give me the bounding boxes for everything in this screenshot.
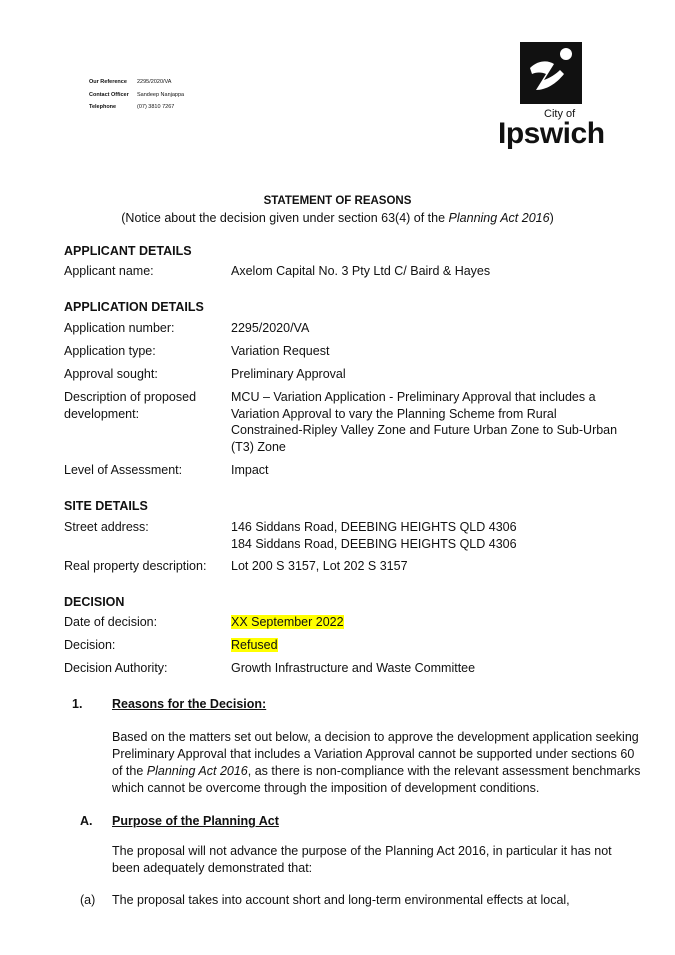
- subtitle-text: (Notice about the decision given under section 63(4) of the: [121, 211, 449, 225]
- reasons-act: Planning Act 2016: [146, 764, 248, 778]
- applicant-name-label: Applicant name:: [64, 264, 154, 278]
- level-of-assessment-label: Level of Assessment:: [64, 463, 183, 477]
- decision-heading: DECISION: [64, 595, 125, 609]
- site-heading: SITE DETAILS: [64, 499, 148, 513]
- logo-ipswich: Ipswich: [498, 117, 605, 150]
- decision-authority-label: Decision Authority:: [64, 661, 168, 675]
- contact-officer-label: Contact Officer: [89, 91, 129, 98]
- decision-authority-value: Growth Infrastructure and Waste Committee: [231, 661, 476, 675]
- property-value: Lot 200 S 3157, Lot 202 S 3157: [231, 559, 408, 573]
- application-type-label: Application type:: [64, 344, 156, 358]
- list-item-text: The proposal takes into account short and long-term environmental effects at local,: [112, 893, 570, 907]
- application-number-value: 2295/2020/VA: [231, 321, 310, 335]
- decision-date-row: [64, 614, 624, 631]
- street-address-label: Street address:: [64, 520, 149, 534]
- subtitle-close: ): [549, 211, 554, 225]
- decision-authority-row: [64, 660, 624, 677]
- purpose-letter: A.: [80, 814, 93, 828]
- street-address-row: [64, 519, 624, 552]
- contact-officer-row: [89, 89, 184, 102]
- document-subtitle: [0, 211, 675, 225]
- reasons-number: 1.: [72, 697, 83, 711]
- logo-city-of: City of: [544, 108, 576, 120]
- decision-date-value: XX September 2022: [231, 615, 344, 629]
- description-row: [64, 389, 624, 455]
- purpose-heading: [80, 814, 279, 828]
- list-item: [80, 893, 640, 907]
- application-number-label: Application number:: [64, 321, 175, 335]
- decision-label: Decision:: [64, 638, 116, 652]
- description-label: Description of proposed development:: [64, 390, 197, 421]
- logo-mark-icon: [520, 42, 582, 104]
- application-type-value: Variation Request: [231, 344, 330, 358]
- reasons-text: Based on the matters set out below, a decision to approve the development application seeking Preliminary Approval that includes a Variation Approval cannot be supported under sections 60 of the: [112, 730, 639, 778]
- applicant-name-row: [64, 263, 624, 280]
- description-value: MCU – Variation Application - Preliminary Approval that includes a Variation Approval to vary the Planning Scheme from Rural Constrained-Ripley Valley Zone and Future Urban Zone to Sub-Urban (T3) Zone: [231, 390, 618, 454]
- telephone-row: [89, 101, 184, 114]
- application-type-row: [64, 343, 624, 360]
- document-title: STATEMENT OF REASONS: [263, 195, 412, 207]
- applicant-heading: APPLICANT DETAILS: [64, 244, 192, 258]
- telephone-value: (07) 3810 7267: [137, 104, 175, 110]
- reference-label: Our Reference: [89, 79, 127, 85]
- reasons-paragraph: [112, 729, 642, 797]
- purpose-paragraph: The proposal will not advance the purpose of the Planning Act 2016, in particular it has not been adequately demonstrated that:: [112, 844, 612, 875]
- approval-sought-value: Preliminary Approval: [231, 367, 346, 381]
- reasons-title: Reasons for the Decision:: [112, 697, 267, 711]
- application-number-row: [64, 320, 624, 337]
- decision-date-label: Date of decision:: [64, 615, 158, 629]
- street-address-line: 184 Siddans Road, DEEBING HEIGHTS QLD 4306: [231, 536, 517, 551]
- subtitle-act: Planning Act 2016: [448, 211, 550, 225]
- property-label: Real property description:: [64, 559, 207, 573]
- street-address-line: 146 Siddans Road, DEEBING HEIGHTS QLD 4306: [231, 520, 517, 534]
- level-of-assessment-row: [64, 462, 624, 479]
- decision-row: [64, 637, 624, 654]
- level-of-assessment-value: Impact: [231, 463, 269, 477]
- reference-block: [89, 76, 184, 114]
- decision-value: Refused: [231, 638, 278, 652]
- property-row: [64, 558, 624, 575]
- approval-sought-row: [64, 366, 624, 383]
- purpose-title: Purpose of the Planning Act: [112, 814, 279, 828]
- application-heading: APPLICATION DETAILS: [64, 300, 204, 314]
- reasons-text-end: , as there is non-compliance with the relevant assessment benchmarks which cannot be overcome through the imposition of development conditions.: [112, 764, 641, 795]
- street-address-value: [231, 519, 624, 552]
- list-item-number: (a): [80, 893, 96, 907]
- approval-sought-label: Approval sought:: [64, 367, 158, 381]
- telephone-label: Telephone: [89, 104, 117, 110]
- reference-value: 2295/2020/VA: [137, 79, 172, 85]
- reasons-heading: [72, 697, 266, 711]
- contact-officer-value: Sandeep Nanjappa: [137, 91, 185, 98]
- reference-row: [89, 76, 184, 89]
- applicant-name-value: Axelom Capital No. 3 Pty Ltd C/ Baird & Hayes: [231, 264, 491, 278]
